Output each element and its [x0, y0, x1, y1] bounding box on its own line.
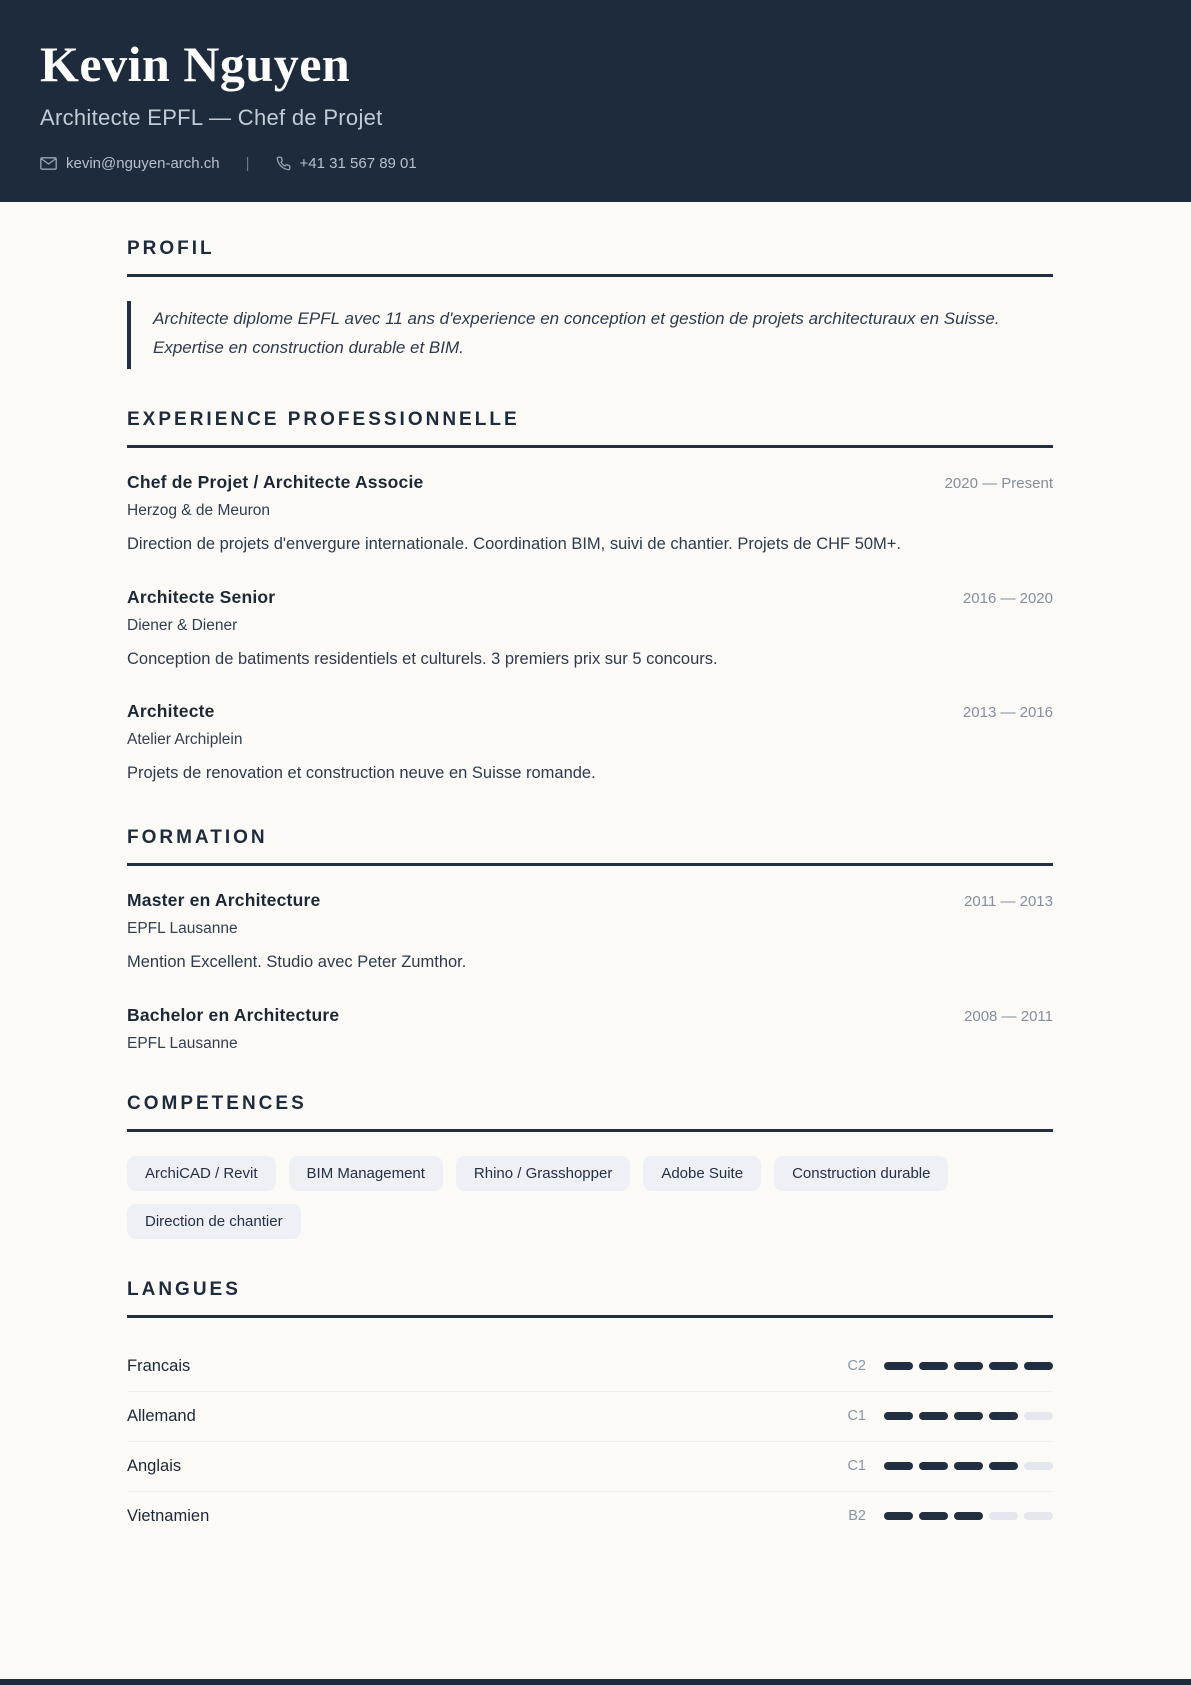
degree-title: Bachelor en Architecture — [127, 1004, 340, 1025]
degree-description: Mention Excellent. Studio avec Peter Zumthor. — [127, 952, 467, 971]
experience-item — [127, 701, 1053, 787]
language-row — [127, 1492, 1053, 1541]
degree-school: EPFL Lausanne — [127, 919, 238, 937]
level-segment — [884, 1512, 913, 1520]
experience-item — [127, 587, 1053, 673]
skill-pill: Direction de chantier — [127, 1204, 301, 1239]
language-name: Francais — [127, 1356, 191, 1375]
language-name: Anglais — [127, 1456, 182, 1475]
level-segment — [1024, 1512, 1053, 1520]
formation-heading: FORMATION — [127, 826, 268, 848]
langues-heading: LANGUES — [127, 1278, 241, 1300]
job-role: Architecte — [127, 701, 215, 722]
section-rule — [127, 1129, 1053, 1132]
person-name: Kevin Nguyen — [40, 36, 351, 92]
language-level: B2 — [848, 1508, 866, 1525]
contact-separator: | — [245, 155, 250, 172]
degree-title: Master en Architecture — [127, 889, 321, 910]
section-formation — [127, 827, 1053, 1053]
level-segment — [954, 1412, 983, 1420]
skill-pill: Construction durable — [774, 1156, 948, 1191]
header — [0, 0, 1191, 202]
section-profil — [127, 238, 1053, 369]
language-level: C1 — [847, 1408, 866, 1425]
profil-heading: PROFIL — [127, 238, 215, 259]
phone-icon — [276, 156, 291, 171]
degree-dates: 2008 — 2011 — [964, 1007, 1053, 1025]
level-segment — [954, 1362, 983, 1370]
level-segment — [884, 1412, 913, 1420]
job-company: Diener & Diener — [127, 616, 238, 634]
language-level-bar — [884, 1512, 1053, 1520]
experience-heading: EXPERIENCE PROFESSIONNELLE — [127, 408, 520, 430]
job-company: Herzog & de Meuron — [127, 501, 271, 519]
contact-row — [40, 155, 1151, 172]
mail-icon — [40, 157, 57, 170]
email: kevin@nguyen-arch.ch — [66, 155, 220, 172]
job-role: Architecte Senior — [127, 586, 276, 607]
section-rule — [127, 445, 1053, 448]
section-rule — [127, 863, 1053, 866]
language-row — [127, 1392, 1053, 1442]
language-name: Allemand — [127, 1406, 196, 1425]
job-dates: 2016 — 2020 — [962, 589, 1053, 607]
degree-dates: 2011 — 2013 — [964, 892, 1053, 910]
skill-pill: Adobe Suite — [643, 1156, 761, 1191]
section-rule — [127, 274, 1053, 277]
level-segment — [919, 1512, 948, 1520]
job-dates: 2020 — Present — [944, 474, 1053, 492]
level-segment — [989, 1462, 1018, 1470]
level-segment — [954, 1462, 983, 1470]
language-row — [127, 1342, 1053, 1392]
profile-summary: Architecte diplome EPFL avec 11 ans d'experience en conception et gestion de projets architecturaux en Suisse. Expertise en construction durable et BIM. — [127, 301, 1027, 369]
skills-list — [127, 1156, 1053, 1239]
level-segment — [884, 1462, 913, 1470]
phone: +41 31 567 89 01 — [299, 155, 417, 172]
job-description: Direction de projets d'envergure internationale. Coordination BIM, suivi de chantier. Projets de CHF 50M+. — [127, 534, 902, 553]
language-level: C1 — [847, 1458, 866, 1475]
skill-pill: Rhino / Grasshopper — [456, 1156, 630, 1191]
skill-pill: ArchiCAD / Revit — [127, 1156, 276, 1191]
level-segment — [919, 1362, 948, 1370]
experience-item — [127, 472, 1053, 558]
level-segment — [919, 1412, 948, 1420]
language-row — [127, 1442, 1053, 1492]
language-name: Vietnamien — [127, 1506, 210, 1525]
level-segment — [1024, 1462, 1053, 1470]
job-role: Chef de Projet / Architecte Associe — [127, 471, 424, 492]
language-level-bar — [884, 1412, 1053, 1420]
competences-heading: COMPETENCES — [127, 1092, 307, 1114]
level-segment — [1024, 1412, 1053, 1420]
section-competences — [127, 1093, 1053, 1239]
person-job-title: Architecte EPFL — Chef de Projet — [40, 105, 383, 130]
degree-school: EPFL Lausanne — [127, 1034, 238, 1052]
level-segment — [1024, 1362, 1053, 1370]
section-langues — [127, 1279, 1053, 1541]
level-segment — [919, 1462, 948, 1470]
job-company: Atelier Archiplein — [127, 731, 243, 749]
language-level-bar — [884, 1362, 1053, 1370]
level-segment — [989, 1412, 1018, 1420]
level-segment — [954, 1512, 983, 1520]
section-rule — [127, 1315, 1053, 1318]
job-dates: 2013 — 2016 — [962, 704, 1053, 722]
formation-item — [127, 1005, 1053, 1053]
level-segment — [989, 1362, 1018, 1370]
level-segment — [989, 1512, 1018, 1520]
section-experience — [127, 409, 1053, 787]
job-description: Projets de renovation et construction neuve en Suisse romande. — [127, 764, 596, 783]
language-level: C2 — [847, 1358, 866, 1375]
language-level-bar — [884, 1462, 1053, 1470]
formation-item — [127, 890, 1053, 976]
resume-body — [0, 202, 1191, 1679]
level-segment — [884, 1362, 913, 1370]
job-description: Conception de batiments residentiels et culturels. 3 premiers prix sur 5 concours. — [127, 649, 718, 668]
skill-pill: BIM Management — [289, 1156, 443, 1191]
